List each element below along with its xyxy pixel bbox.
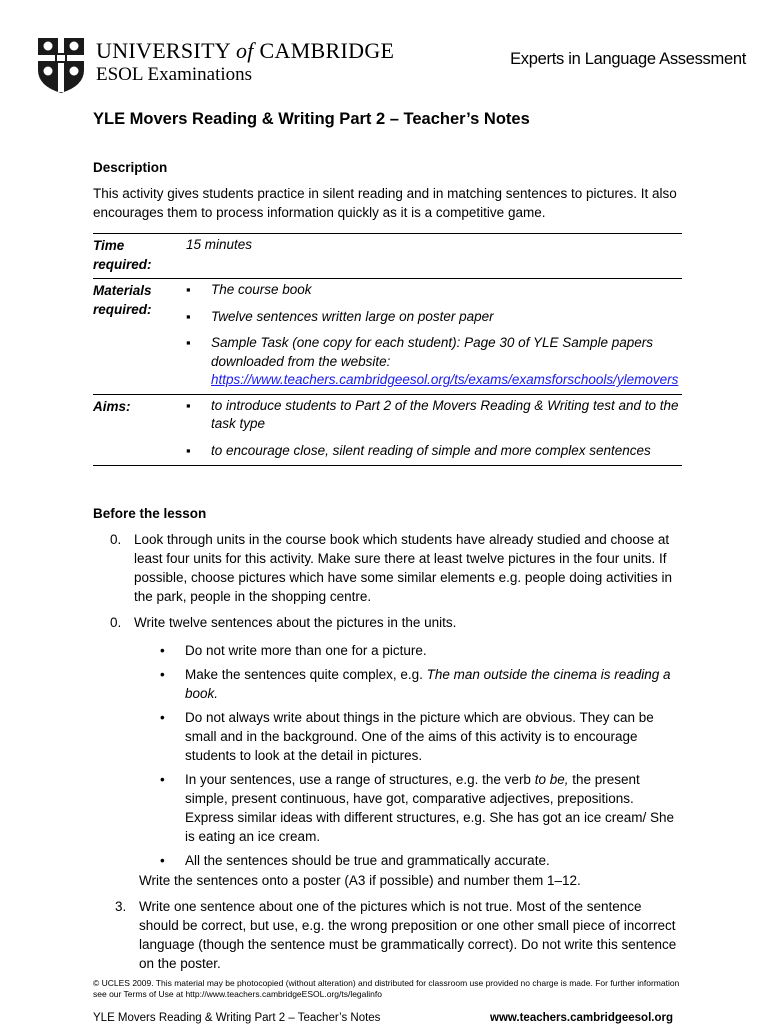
- list-item: 3. Write one sentence about one of the pictures which is not true. Most of the sentence should be correct, but use, e.g. the wrong preposition or one other small piece of incorrect language (though the sentence must be grammatically correct). Do not write this sentence on the poster.: [115, 899, 677, 971]
- time-label: Time required:: [93, 238, 152, 272]
- table-row-aims: [93, 394, 682, 466]
- numbered-list: [93, 530, 683, 606]
- list-item: • Do not always write about things in the picture which are obvious. They can be small and in the background. One of the aims of this activity is to encourage students to look at the detail in pictures.: [93, 708, 683, 765]
- list-item: • In your sentences, use a range of structures, e.g. the verb to be, the present simple, present continuous, have got, comparative adjectives, prepositions. Express similar ideas with different structures, e.g. She has got an ice cream/ She is eating an ice cream.: [93, 770, 683, 846]
- materials-label: Materials required:: [93, 283, 152, 317]
- list-item: ▪ to encourage close, silent reading of simple and more complex sentences: [186, 442, 682, 461]
- materials-value: [186, 279, 682, 395]
- before-lesson-heading: Before the lesson: [93, 506, 207, 521]
- table-row-time: [93, 234, 682, 279]
- aims-label: Aims:: [93, 398, 131, 414]
- time-value: 15 minutes: [186, 237, 253, 252]
- poster-instruction: Write the sentences onto a poster (A3 if possible) and number them 1–12.: [139, 873, 581, 888]
- aims-value: [186, 394, 682, 466]
- list-item: ▪ Twelve sentences written large on poster paper: [186, 308, 682, 327]
- item-number: 0.: [110, 615, 122, 630]
- item-number: 0.: [110, 532, 122, 547]
- description-heading: Description: [93, 160, 168, 175]
- footer-doc-title: YLE Movers Reading & Writing Part 2 – Teacher’s Notes: [93, 1012, 381, 1024]
- list-item: ▪ Sample Task (one copy for each student): Page 30 of YLE Sample papers downloaded from the website: https://www.teachers.cambridgeesol.org/ts/exams/examsforschools/ylemovers: [186, 334, 682, 390]
- materials-link[interactable]: https://www.teachers.cambridgeesol.org/ts/exams/examsforschools/ylemovers: [211, 372, 679, 387]
- list-item: 0. Write twelve sentences about the pictures in the units.: [110, 615, 457, 630]
- copyright-note: © UCLES 2009. This material may be photocopied (without alteration) and distributed for classroom use provided no charge is made. For further information see our Terms of Use at http://www.teachers.cambridgeESOL.org/ts/legalinfo: [93, 978, 680, 999]
- list-item: ▪ to introduce students to Part 2 of the Movers Reading & Writing test and to the task type: [186, 397, 682, 434]
- list-item: • Make the sentences quite complex, e.g. The man outside the cinema is reading a book.: [93, 665, 683, 703]
- table-row-materials: [93, 279, 682, 395]
- item-number: 3.: [115, 899, 127, 914]
- numbered-list: [93, 613, 683, 632]
- page-header: [36, 36, 746, 98]
- footer-website[interactable]: www.teachers.cambridgeesol.org: [490, 1012, 673, 1024]
- university-name: UNIVERSITY of CAMBRIDGE: [96, 38, 395, 63]
- header-tagline: Experts in Language Assessment: [510, 50, 746, 68]
- info-table: [93, 233, 682, 466]
- cambridge-crest-icon: [36, 36, 86, 94]
- sentence-guidelines-list: [93, 641, 683, 875]
- list-item: • Do not write more than one for a picture.: [93, 641, 683, 660]
- list-item: ▪ The course book: [186, 281, 682, 300]
- page-title: YLE Movers Reading & Writing Part 2 – Teacher’s Notes: [93, 110, 530, 128]
- esol-subtitle: ESOL Examinations: [96, 64, 253, 85]
- numbered-list: [93, 897, 683, 973]
- list-item: 0. Look through units in the course book which students have already studied and choose at least four units for this activity. Make sure there at least twelve pictures in the four units. If possible, choose pictures which have some similar elements e.g. people doing activities in the park, people in the shopping centre.: [110, 532, 673, 604]
- description-text: This activity gives students practice in silent reading and in matching sentences to pictures. It also encourages them to process information quickly as it is a competitive game.: [93, 186, 677, 220]
- list-item: • All the sentences should be true and grammatically accurate.: [93, 851, 683, 870]
